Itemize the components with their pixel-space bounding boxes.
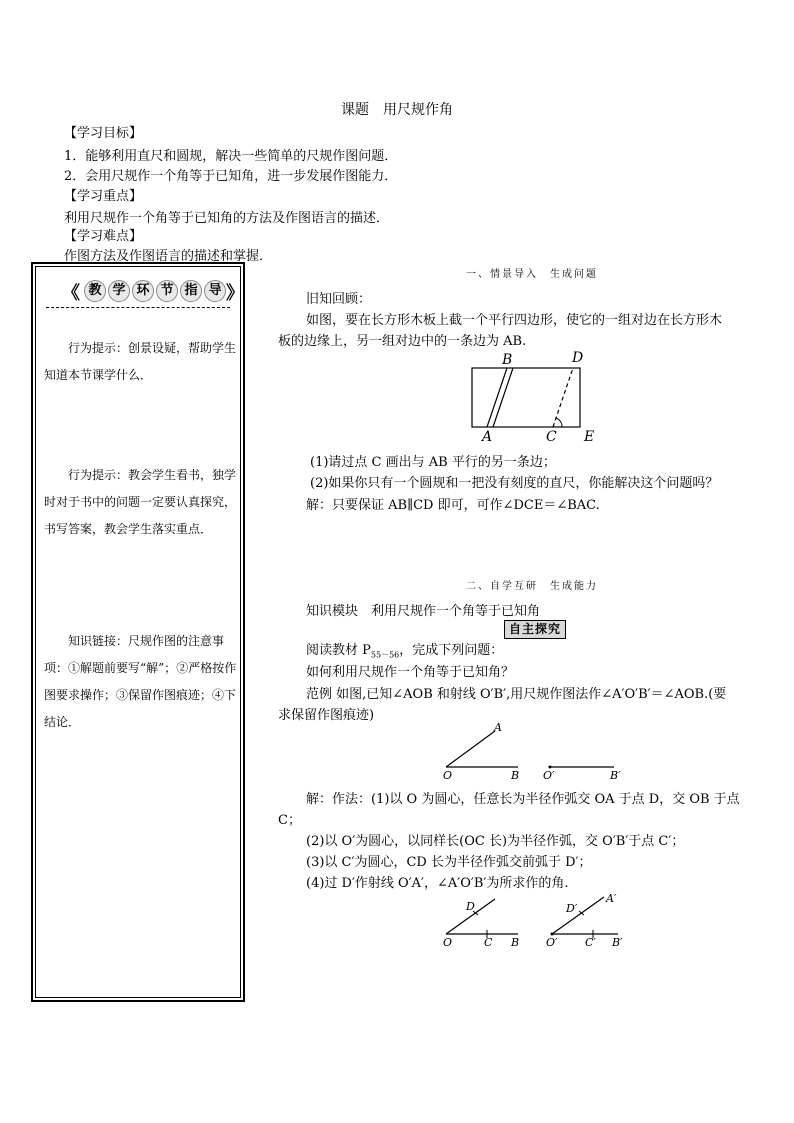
fig1-label-C: C [546,429,557,445]
solution-step-3: (3)以 C′为圆心，CD 长为半径作弧交前弧于 D′； [306,855,592,870]
fig3-label-B2: B′ [612,936,623,949]
page-title: 课题 用尺规作角 [341,102,453,118]
reading-text: 阅读教材 P [306,643,371,658]
fig3-label-O2: O′ [546,936,558,949]
banner-divider [46,307,230,308]
banner-bracket-left: 《 [62,283,80,304]
banner-bracket-right: 》 [226,283,244,304]
rectangle-board-figure [460,346,610,446]
review-label: 旧知回顾： [306,292,372,307]
goal-item: 2．会用尺规作一个角等于已知角，进一步发展作图能力． [64,169,398,184]
fig1-label-B: B [502,352,513,368]
banner-char: 教 [84,280,106,302]
solution-step-4: (4)过 D′作射线 O′A′，∠A′O′B′为所求作的角. [306,876,569,891]
knowledge-module: 知识模块 利用尺规作一个角等于已知角 [306,604,541,619]
difficulties-text: 作图方法及作图语言的描述和掌握． [64,249,273,264]
goals-header: 【学习目标】 [64,126,143,141]
fig1-label-D: D [572,350,584,366]
sidebar-tip-3: 知识链接：尺规作图的注意事项：①解题前要写“解”；②严格按作图要求操作；③保留作图痕迹；④下结论． [44,634,237,729]
banner-char: 节 [156,280,178,302]
fig3-label-C: C [484,936,493,949]
goal-item: 1．能够利用直尺和圆规，解决一些简单的尺规作图问题． [64,149,398,164]
fig1-label-A: A [482,429,493,445]
example-text-cont: 求保留作图痕迹) [278,708,375,723]
fig3-label-B: B [511,936,520,949]
fig2-label-O2: O′ [543,769,555,782]
fig1-label-E: E [584,429,595,445]
fig2-label-A: A [494,721,502,734]
sidebar-banner [62,277,244,304]
difficulties-header: 【学习难点】 [64,229,143,244]
fig3-label-A2: A′ [606,892,617,905]
solution-step-1-cont: C； [278,813,301,828]
angle-aob-figure [440,720,640,782]
construction-figure [440,890,640,952]
section1-heading: 一、情景导入 生成问题 [466,269,598,280]
teaching-guide-sidebar [31,262,245,1002]
fig3-label-C2: C′ [585,936,596,949]
solution-step-2: (2)以 O′为圆心，以同样长(OC 长)为半径作弧，交 O′B′于点 C′； [306,834,685,849]
section1-para-cont: 板的边缘上，另一组对边中的一条边为 AB. [278,334,527,349]
fig2-label-B: B [511,769,520,782]
key-points-text: 利用尺规作一个角等于已知角的方法及作图语言的描述． [64,211,390,226]
question-1: (1)请过点 C 画出与 AB 平行的另一条边； [310,455,556,470]
key-points-header: 【学习重点】 [64,189,143,204]
section2-question: 如何利用尺规作一个角等于已知角？ [306,665,515,680]
fig3-label-D2: D′ [566,902,578,915]
reading-pages: 55－56 [370,650,400,660]
reading-text-end: ，完成下列问题： [399,643,504,658]
self-study-badge: 自主探究 [504,620,566,639]
section1-para: 如图，要在长方形木板上截一个平行四边形，使它的一组对边在长方形木 [306,313,723,328]
solution-step-1: 解：作法：(1)以 O 为圆心，任意长为半径作弧交 OA 于点 D，交 OB 于点 [306,792,740,807]
banner-char: 导 [204,280,226,302]
sidebar-tip-2: 行为提示：教会学生看书，独学时对于书中的问题一定要认真探究，书写答案，教会学生落实重点． [44,468,237,536]
example-text: 范例 如图,已知∠AOB 和射线 O′B′,用尺规作图法作∠A′O′B′＝∠AOB.(要 [306,687,727,702]
banner-char: 指 [180,280,202,302]
banner-char: 学 [108,280,130,302]
question-2: (2)如果你只有一个圆规和一把没有刻度的直尺，你能解决这个问题吗？ [310,476,719,491]
fig2-label-O: O [443,769,453,782]
sidebar-tip-1: 行为提示：创景设疑，帮助学生知道本节课学什么． [44,341,237,382]
section1-answer: 解：只要保证 AB∥CD 即可，可作∠DCE＝∠BAC. [306,498,600,513]
fig3-label-D: D [466,900,475,913]
section2-heading: 二、自学互研 生成能力 [466,581,598,592]
fig3-label-O: O [443,936,453,949]
fig2-label-B2: B′ [610,769,621,782]
reading-instruction [306,639,503,661]
banner-char: 环 [132,280,154,302]
